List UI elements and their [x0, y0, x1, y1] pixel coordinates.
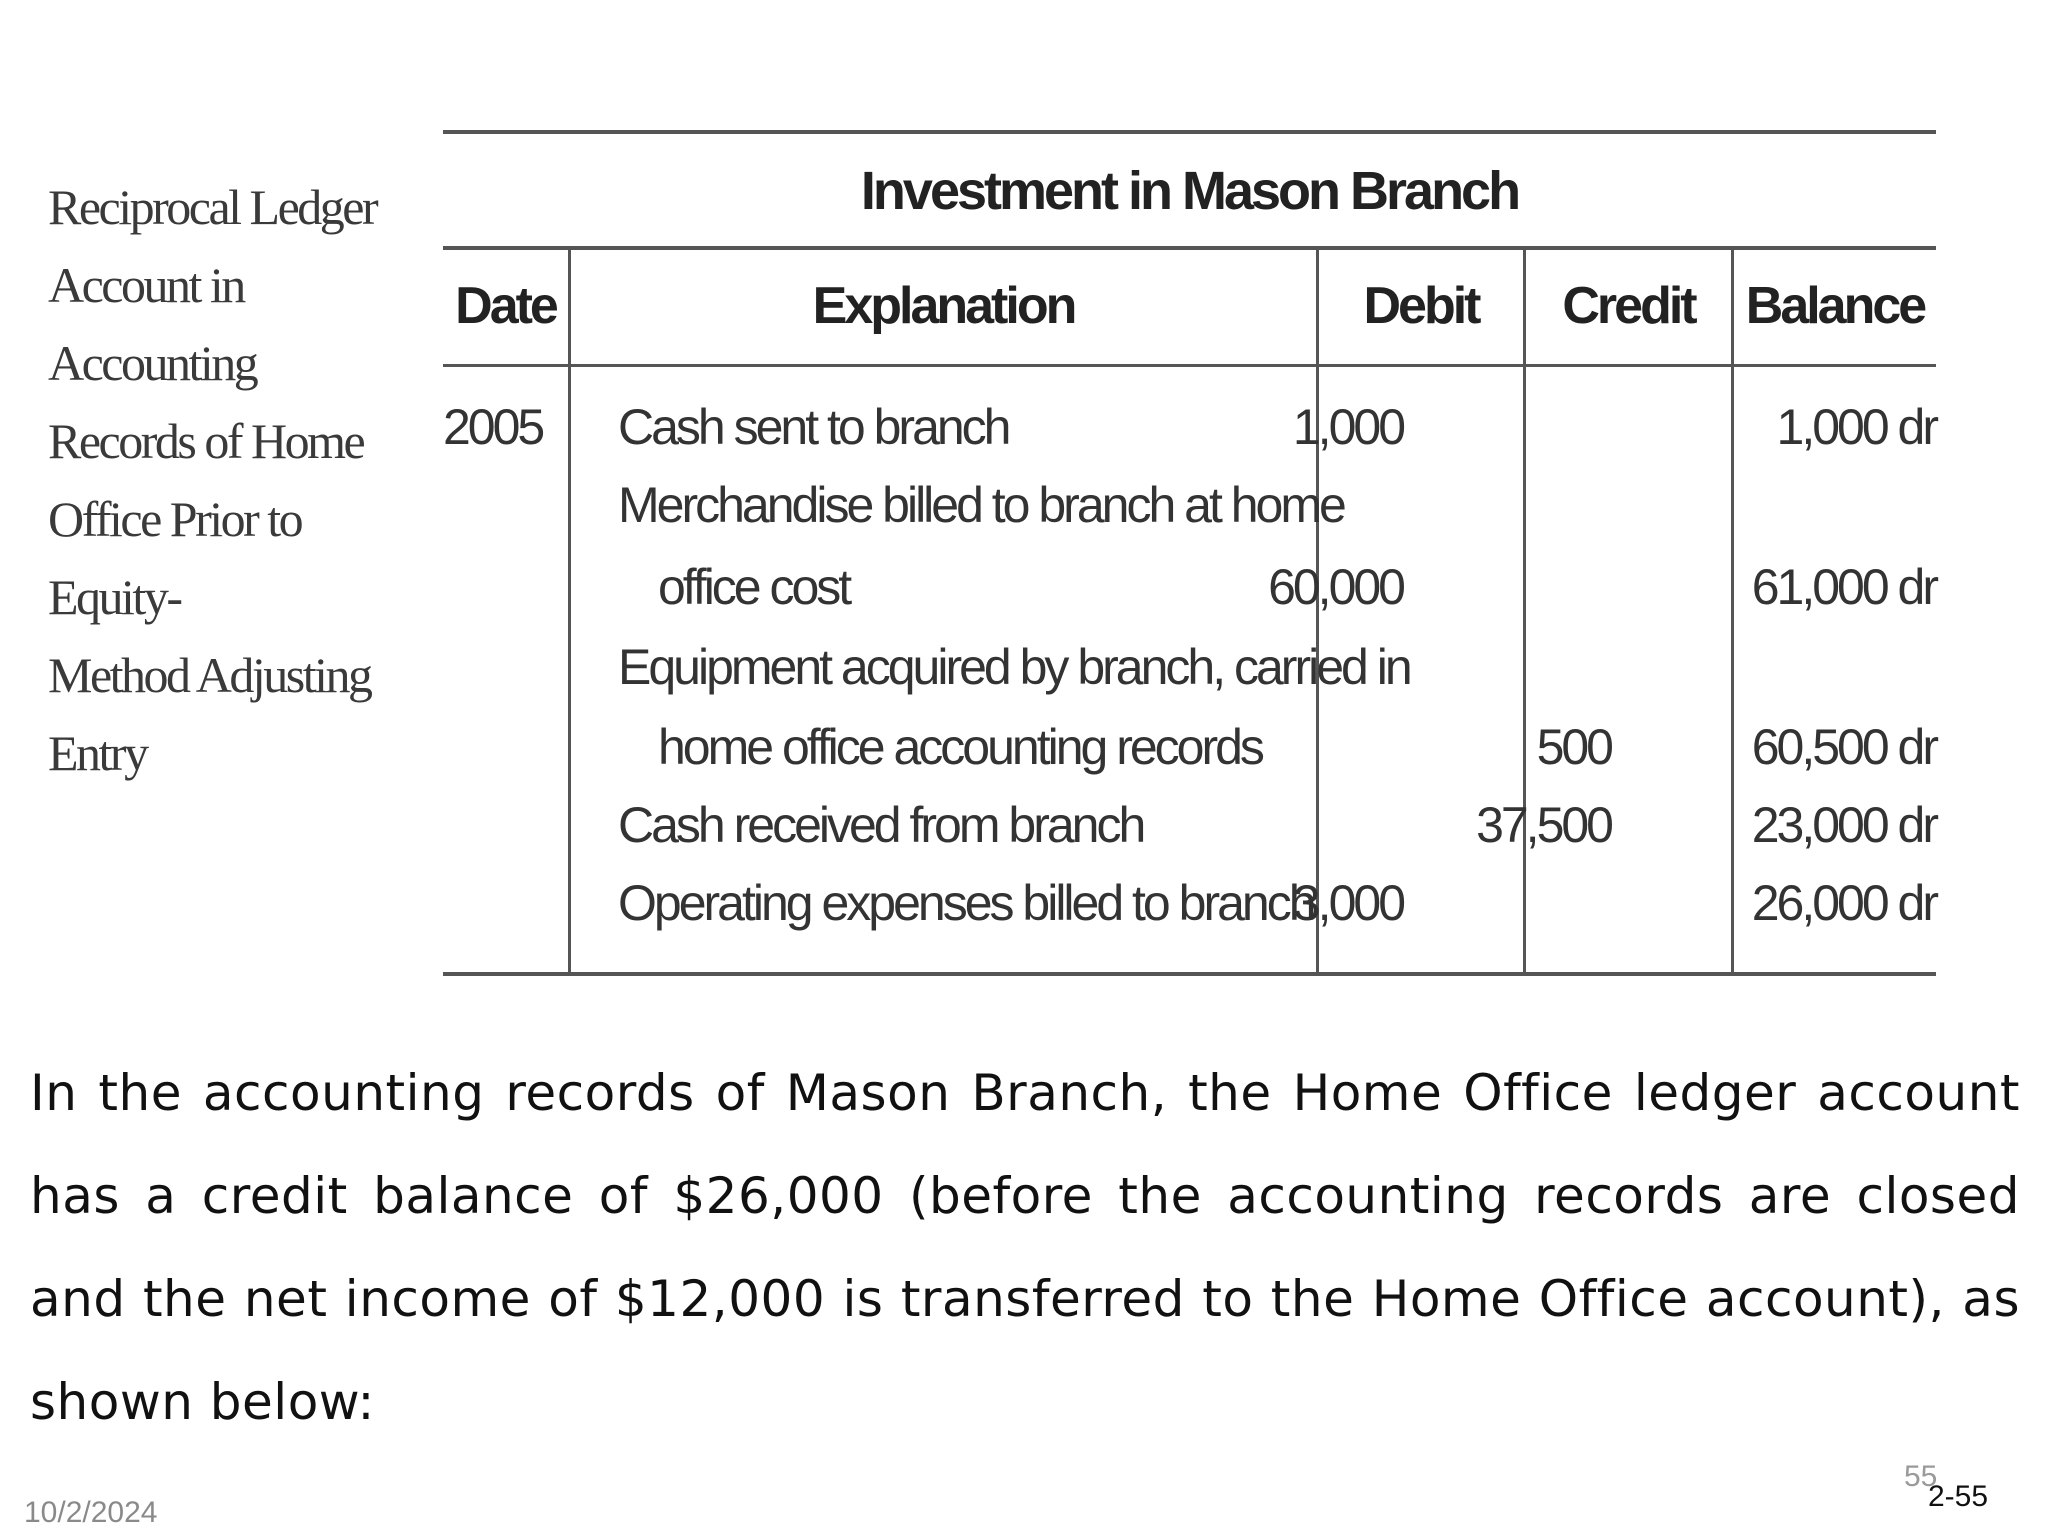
row-balance: 26,000 dr	[1751, 875, 1936, 931]
row-balance: 61,000 dr	[1751, 559, 1936, 615]
row-balance: 1,000 dr	[1776, 399, 1936, 455]
column-divider	[1731, 250, 1734, 972]
footer-page-number: 55	[1904, 1460, 1938, 1493]
ledger-caption: Reciprocal Ledger Account in Accounting Records of Home Office Prior to Equity- Method Adjusting Entry	[48, 179, 377, 781]
column-divider	[1523, 250, 1526, 972]
header-debit: Debit	[1363, 277, 1479, 335]
column-divider	[568, 250, 571, 972]
row-debit: 3,000	[1292, 875, 1403, 931]
row-explanation-continued: office cost	[658, 559, 850, 615]
header-rule	[443, 364, 1936, 367]
footer-date: 10/2/2024	[24, 1496, 158, 1529]
ledger-table	[443, 126, 1936, 982]
row-credit: 37,500	[1476, 797, 1611, 853]
table-top-rule	[443, 130, 1936, 134]
date-cell: 2005	[443, 399, 543, 455]
row-debit: 60,000	[1268, 559, 1403, 615]
header-explanation: Explanation	[812, 277, 1075, 335]
row-explanation-continued: home office accounting records	[658, 719, 1262, 775]
row-credit: 500	[1536, 719, 1611, 775]
row-explanation: Merchandise billed to branch at home	[618, 477, 1344, 533]
ledger-title: Investment in Mason Branch	[860, 161, 1519, 221]
row-explanation: Cash sent to branch	[618, 399, 1009, 455]
header-credit: Credit	[1562, 277, 1695, 335]
header-date: Date	[455, 277, 556, 335]
row-debit: 1,000	[1292, 399, 1403, 455]
row-explanation: Cash received from branch	[618, 797, 1144, 853]
row-balance: 23,000 dr	[1751, 797, 1936, 853]
table-bottom-rule	[443, 972, 1936, 976]
row-explanation: Equipment acquired by branch, carried in	[618, 639, 1410, 695]
row-balance: 60,500 dr	[1751, 719, 1936, 775]
header-balance: Balance	[1745, 277, 1925, 335]
slide-body-text: In the accounting records of Mason Branch, the Home Office ledger account has a credit balance of $26,000 (before the accounting records are closed and the net income of $12,000 is transferred to the Home Office account), as shown below:	[30, 1064, 2020, 1431]
title-rule	[443, 246, 1936, 250]
footer-slide-number: 2-55	[1928, 1480, 1989, 1513]
row-explanation: Operating expenses billed to branch	[618, 875, 1314, 931]
